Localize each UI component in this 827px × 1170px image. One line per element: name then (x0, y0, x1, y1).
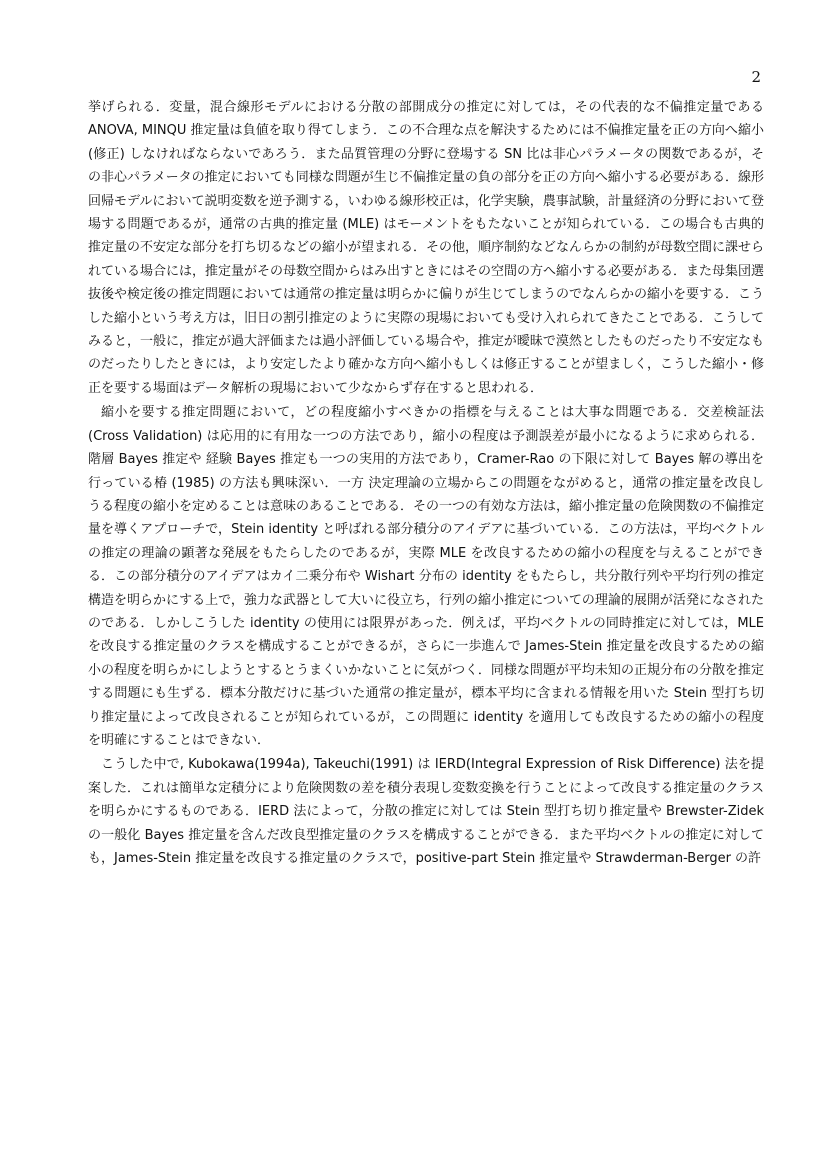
page-number: 2 (751, 68, 761, 86)
paragraph-ierd-method: こうした中で, Kubokawa(1994a), Takeuchi(1991) は IERD(Integral Expression of Risk Difference) 法を提案した．これは簡単な定積分により危険関数の差を積分表現し変数変換を行うことによって改良する推定量のクラスを明らかにするものである．IERD 法によって，分散の推定に対しては Stein 型打ち切り推定量や Brewster-Zidek の一般化 Bayes 推定量を含んだ改良型推定量のクラスを構成することができる．また平均ベクトルの推定に対しても，James-Stein 推定量を改良する推定量のクラスで，positive-part Stein 推定量や Strawderman-Berger の許 (88, 757, 764, 866)
paragraph-shrinkage-degree: 縮小を要する推定問題において，どの程度縮小すべきかの指標を与えることは大事な問題である．交差検証法 (Cross Validation) は応用的に有用な一つの方法であり，縮小の程度は予測誤差が最小になるように求められる．階層 Bayes 推定や 経験 Bayes 推定も一つの実用的方法であり，Cramer-Rao の下限に対して Bayes 解の導出を行っている椿 (1985) の方法も興味深い．一方 決定理論の立場からこの問題をながめると，通常の推定量を改良しうる程度の縮小を定めることは意味のあることである．その一つの有効な方法は，縮小推定量の危険関数の不偏推定量を導くアプローチで，Stein identity と呼ばれる部分積分のアイデアに基づいている．この方法は，平均ベクトルの推定の理論の顕著な発展をもたらしたのであるが，実際 MLE を改良するための縮小の程度を与えることができる．この部分積分のアイデアはカイ二乗分布や Wishart 分布の identity をもたらし，共分散行列や平均行列の推定構造を明らかにする上で，強力な武器として大いに役立ち，行列の縮小推定についての理論的展開が活発になされたのである．しかしこうした identity の使用には限界があった．例えば，平均ベクトルの同時推定に対しては，MLE を改良する推定量のクラスを構成することができるが，さらに一歩進んで James-Stein 推定量を改良するための縮小の程度を明らかにしようとするとうまくいかないことに気がつく．同様な問題が平均未知の正規分布の分散を推定する問題にも生ずる．標本分散だけに基づいた通常の推定量が，標本平均に含まれる情報を用いた Stein 型打ち切り推定量によって改良されることが知られているが，この問題に identity を適用しても改良するための縮小の程度を明確にすることはできない． (88, 405, 765, 748)
paragraph-shrinkage-examples: 挙げられる．変量，混合線形モデルにおける分散の部開成分の推定に対しては，その代表的な不偏推定量である ANOVA, MINQU 推定量は負値を取り得てしまう．この不合理な点を解決するためには不偏推定量を正の方向へ縮小 (修正) しなければならないであろう．また品質管理の分野に登場する SN 比は非心パラメータの関数であるが，その非心パラメータの推定においても同様な問題が生じ不偏推定量の負の部分を正の方向へ縮小する必要がある．線形回帰モデルにおいて説明変数を逆予測する，いわゆる線形校正は，化学実験，農事試験，計量経済の分野において登場する問題であるが，通常の古典的推定量 (MLE) はモーメントをもたないことが知られている．この場合も古典的推定量の不安定な部分を打ち切るなどの縮小が望まれる．その他，順序制約などなんらかの制約が母数空間に課せられている場合には，推定量がその母数空間からはみ出すときにはその空間の方へ縮小する必要がある．また母集団選抜後や検定後の推定問題においては通常の推定量は明らかに偏りが生じてしまうのでなんらかの縮小を要する．こうした縮小という考え方は，旧日の割引推定のように実際の現場においても受け入れられてきたことである．こうしてみると，一般に，推定が過大評価または過小評価している場合や，推定が曖昧で漠然としたものだったり不安定なものだったりしたときには，より安定したより確かな方向へ縮小もしくは修正することが望ましく，こうした縮小・修正を要する場面はデータ解析の現場において少なからず存在すると思われる． (88, 100, 765, 396)
body-text (88, 96, 764, 870)
